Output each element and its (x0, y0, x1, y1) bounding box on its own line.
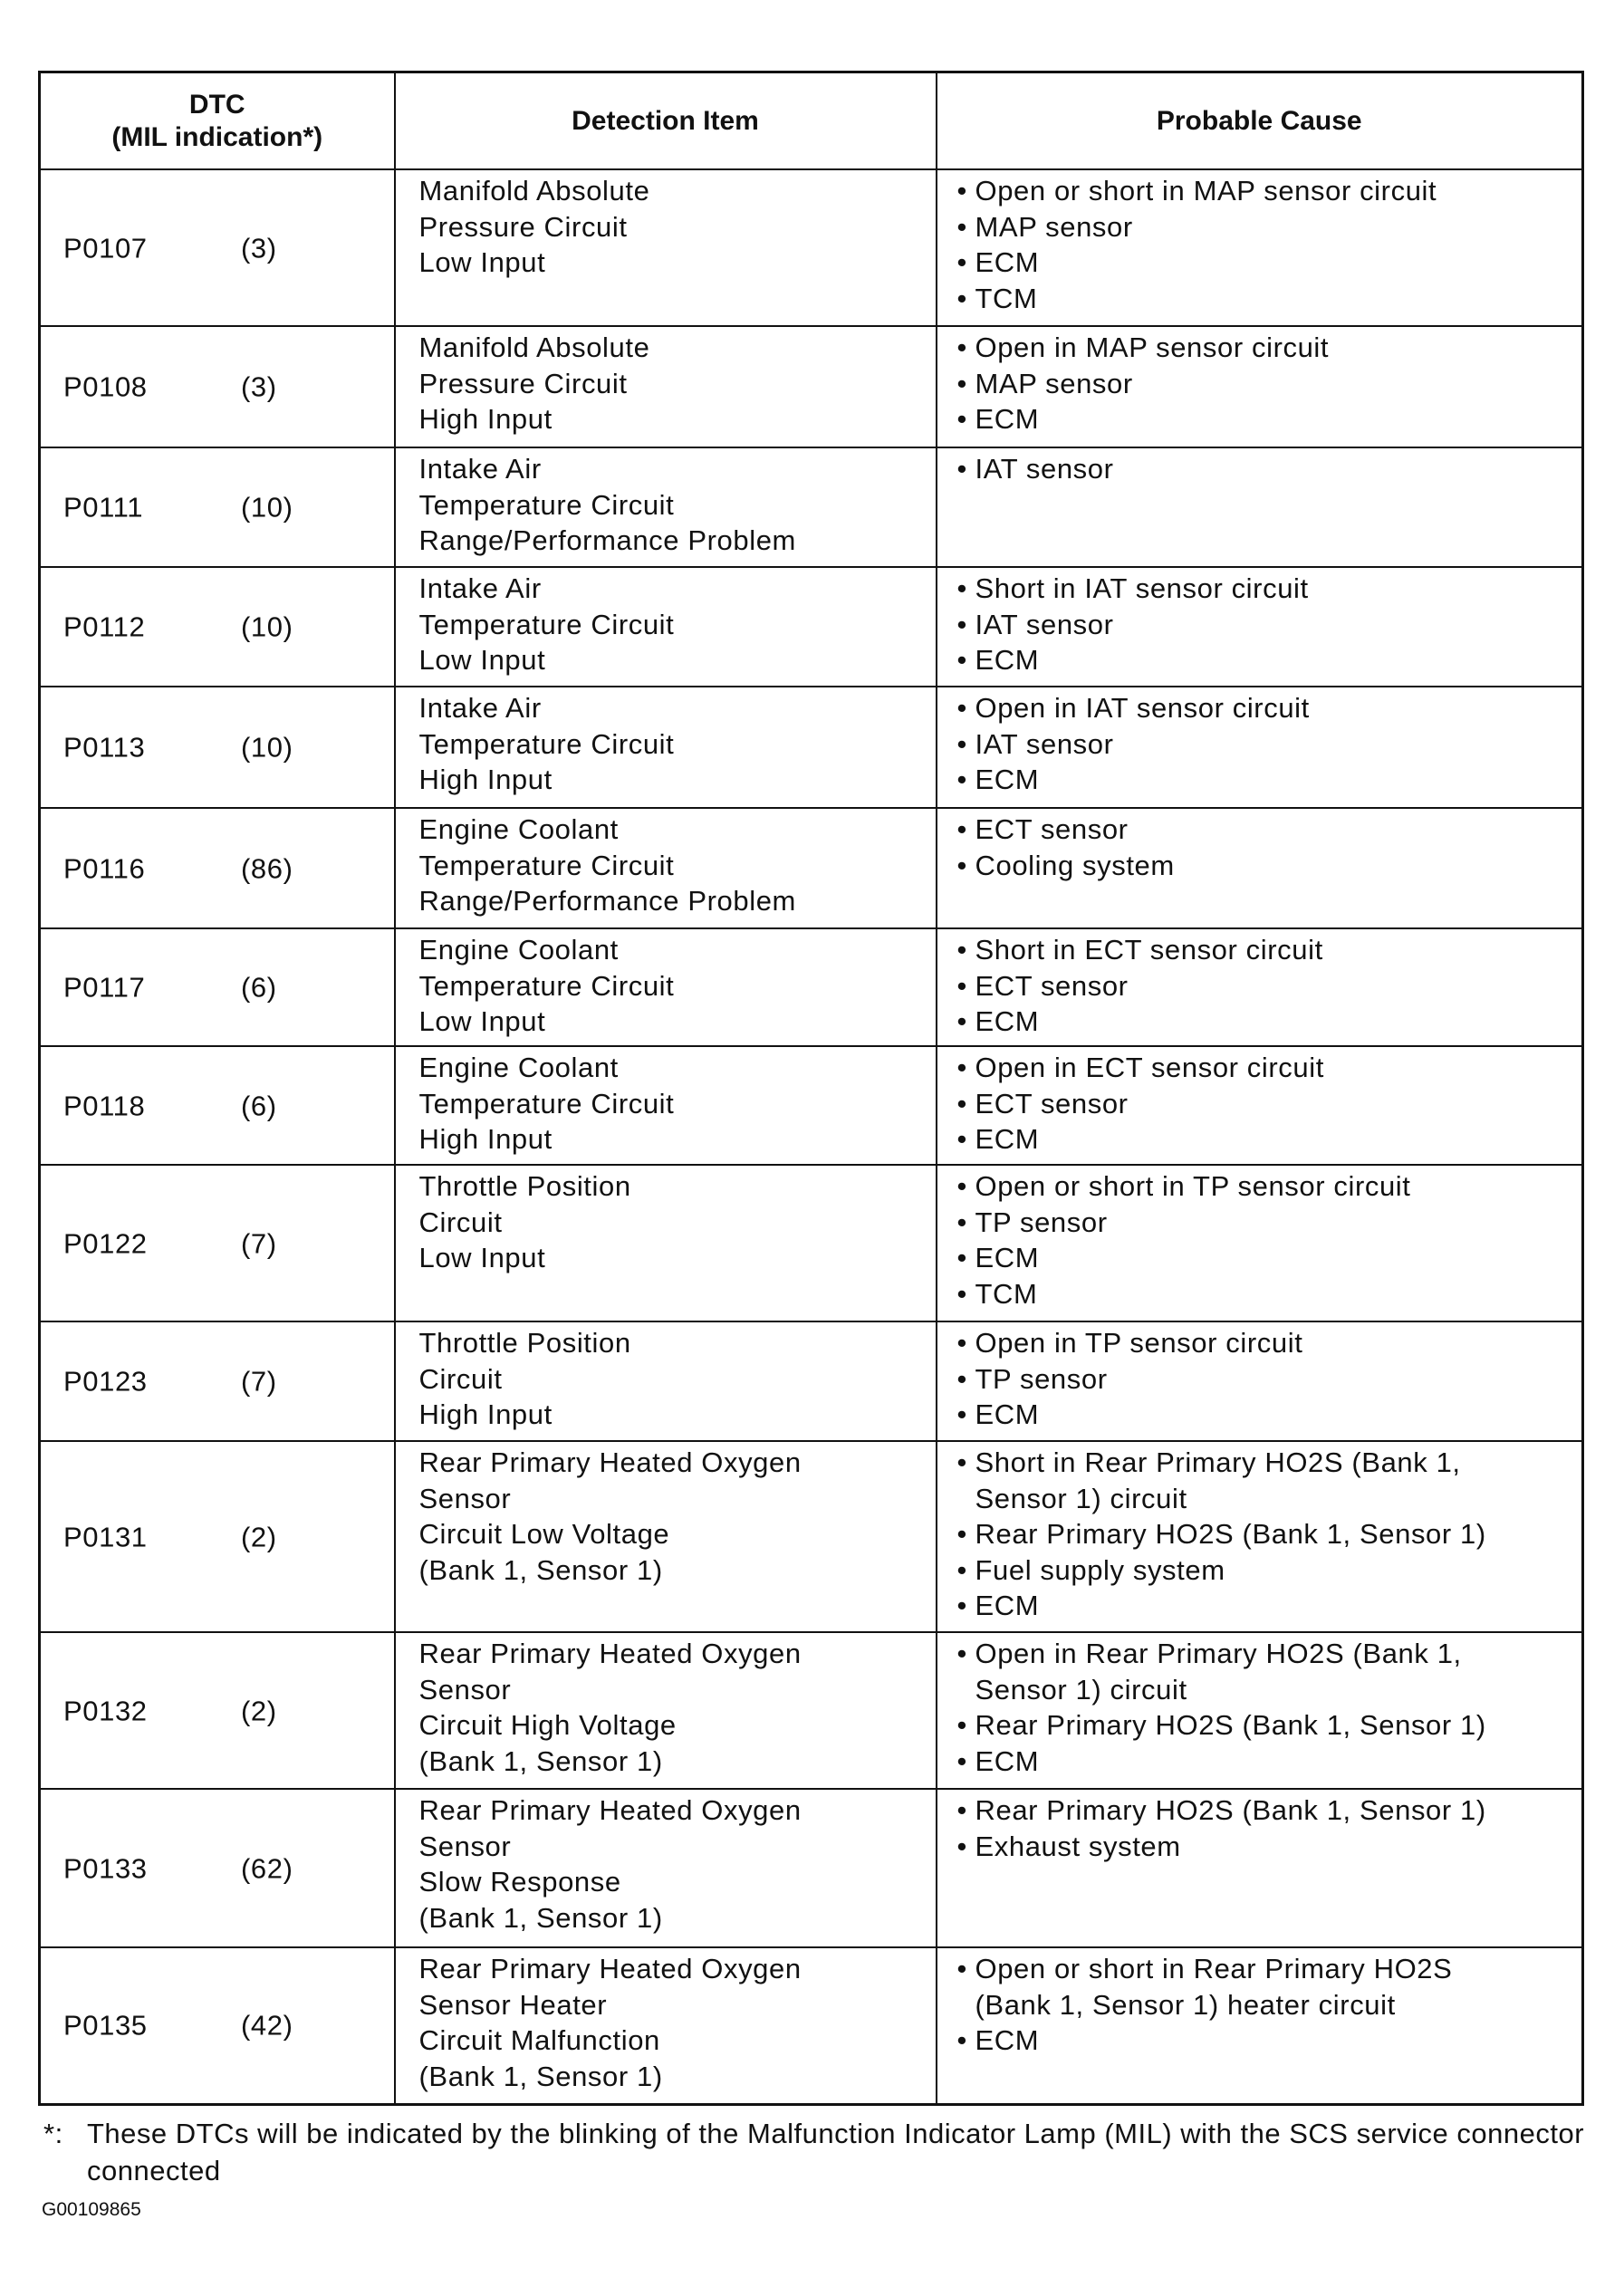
probable-cause-text: Open in Rear Primary HO2S (Bank 1, (975, 1638, 1462, 1669)
bullet-icon: • (956, 608, 967, 640)
probable-cause-item (956, 642, 1582, 678)
probable-cause-text: ECM (975, 403, 1040, 435)
detection-item-line: Circuit (418, 1206, 503, 1238)
dtc-code: P0122 (63, 1226, 148, 1259)
detection-item-line: Temperature Circuit (418, 1087, 675, 1119)
probable-cause-item (956, 1050, 1582, 1086)
detection-item-line: Temperature Circuit (418, 608, 675, 640)
dtc-cell (40, 447, 395, 567)
probable-cause-text: ECT sensor (975, 1087, 1129, 1119)
probable-cause-item (956, 1086, 1582, 1122)
probable-cause-text: (Bank 1, Sensor 1) heater circuit (975, 1988, 1396, 2021)
probable-cause-cell (937, 169, 1583, 326)
detection-item-line: (Bank 1, Sensor 1) (418, 1744, 663, 1777)
mil-indication: (62) (241, 1851, 293, 1884)
bullet-icon: • (956, 210, 967, 243)
probable-cause-item (956, 366, 1582, 402)
detection-item-cell (395, 808, 937, 928)
probable-cause-item (956, 1829, 1582, 1865)
detection-item-line: (Bank 1, Sensor 1) (418, 1553, 663, 1586)
probable-cause-item (956, 1121, 1582, 1158)
dtc-code: P0113 (63, 731, 146, 764)
probable-cause-text: Sensor 1) circuit (975, 1482, 1187, 1514)
footnote (43, 2115, 1601, 2189)
detection-item-line: Circuit (418, 1362, 503, 1395)
probable-cause-text: Fuel supply system (975, 1553, 1225, 1586)
detection-item-cell (395, 447, 937, 567)
detection-item-cell (395, 1046, 937, 1165)
dtc-cell (40, 1789, 395, 1947)
bullet-icon: • (956, 1087, 967, 1119)
bullet-icon: • (956, 813, 967, 845)
probable-cause-cell (937, 447, 1583, 567)
detection-item-cell (395, 567, 937, 687)
probable-cause-cell (937, 687, 1583, 808)
mil-indication: (10) (241, 491, 293, 524)
bullet-icon: • (956, 849, 967, 881)
dtc-cell (40, 928, 395, 1046)
probable-cause-cell (937, 928, 1583, 1046)
mil-indication: (6) (241, 1089, 277, 1121)
dtc-code: P0108 (63, 370, 148, 403)
detection-item-line: Rear Primary Heated Oxygen (418, 1446, 802, 1478)
dtc-cell (40, 326, 395, 447)
probable-cause-cell (937, 1321, 1583, 1441)
bullet-icon: • (956, 572, 967, 604)
detection-item-line: Manifold Absolute (418, 175, 650, 207)
mil-indication: (2) (241, 1694, 277, 1726)
probable-cause-cell (937, 1165, 1583, 1321)
probable-cause-item (956, 932, 1582, 968)
probable-cause-cell (937, 1046, 1583, 1165)
probable-cause-item (956, 1276, 1582, 1312)
bullet-icon: • (956, 1123, 967, 1155)
bullet-icon: • (956, 332, 967, 363)
dtc-code: P0133 (63, 1851, 148, 1884)
detection-item-line: Manifold Absolute (418, 332, 650, 363)
detection-item-line: Temperature Circuit (418, 727, 675, 760)
probable-cause-text: TP sensor (975, 1206, 1108, 1238)
mil-indication: (10) (241, 610, 293, 643)
dtc-code: P0132 (63, 1694, 148, 1726)
bullet-icon: • (956, 1794, 967, 1826)
probable-cause-text: Open in ECT sensor circuit (975, 1052, 1324, 1083)
probable-cause-cell (937, 326, 1583, 447)
probable-cause-item (956, 451, 1582, 487)
detection-item-cell (395, 1165, 937, 1321)
dtc-cell (40, 808, 395, 928)
probable-cause-item (956, 571, 1582, 607)
probable-cause-item (956, 2023, 1582, 2059)
dtc-code: P0117 (63, 971, 146, 1004)
probable-cause-text: MAP sensor (975, 210, 1133, 243)
probable-cause-text: IAT sensor (975, 608, 1114, 640)
detection-item-line: Throttle Position (418, 1327, 631, 1359)
mil-indication: (10) (241, 731, 293, 764)
probable-cause-item (956, 762, 1582, 798)
dtc-cell (40, 1046, 395, 1165)
detection-item-cell (395, 1632, 937, 1789)
detection-item-line: High Input (418, 1123, 553, 1155)
dtc-cell (40, 1165, 395, 1321)
probable-cause-text: ECM (975, 2024, 1040, 2056)
probable-cause-item (956, 1004, 1582, 1040)
probable-cause-item (956, 1516, 1582, 1552)
bullet-icon: • (956, 1170, 967, 1202)
mil-indication: (7) (241, 1226, 277, 1259)
bullet-icon: • (956, 1327, 967, 1359)
bullet-icon: • (956, 934, 967, 966)
mil-indication: (7) (241, 1365, 277, 1398)
footnote-text: These DTCs will be indicated by the blinking of the Malfunction Indicator Lamp (MIL) with the SCS service connector connected (87, 2118, 1585, 2186)
mil-indication: (3) (241, 231, 277, 264)
header-dtc-subtitle: (MIL indication*) (111, 121, 323, 152)
probable-cause-item (956, 1240, 1582, 1276)
probable-cause-text: Open or short in Rear Primary HO2S (975, 1953, 1453, 1984)
table-row (40, 1046, 1583, 1165)
header-dtc-title: DTC (188, 89, 245, 120)
probable-cause-text: ECM (975, 1398, 1040, 1430)
probable-cause-text: ECT sensor (975, 969, 1129, 1002)
bullet-icon: • (956, 727, 967, 760)
probable-cause-text: Open or short in TP sensor circuit (975, 1170, 1411, 1202)
probable-cause-item (956, 1951, 1582, 2023)
bullet-icon: • (956, 1638, 967, 1669)
probable-cause-text: ECM (975, 764, 1040, 795)
detection-item-line: (Bank 1, Sensor 1) (418, 1901, 663, 1934)
detection-item-line: Rear Primary Heated Oxygen (418, 1953, 802, 1984)
detection-item-cell (395, 928, 937, 1046)
detection-item-cell (395, 1321, 937, 1441)
detection-item-line: Pressure Circuit (418, 367, 628, 399)
probable-cause-item (956, 968, 1582, 1004)
header-dtc (40, 72, 395, 170)
dtc-cell (40, 687, 395, 808)
detection-item-cell (395, 687, 937, 808)
probable-cause-text: ECM (975, 644, 1040, 676)
detection-item-cell (395, 169, 937, 326)
table-header-row (40, 72, 1583, 170)
probable-cause-text: TP sensor (975, 1362, 1108, 1395)
detection-item-line: Low Input (418, 1005, 546, 1037)
probable-cause-text: Rear Primary HO2S (Bank 1, Sensor 1) (975, 1518, 1486, 1550)
detection-item-line: Temperature Circuit (418, 969, 675, 1002)
dtc-code: P0107 (63, 231, 148, 264)
dtc-cell (40, 169, 395, 326)
bullet-icon: • (956, 246, 967, 278)
detection-item-line: Intake Air (418, 692, 542, 724)
probable-cause-item (956, 1168, 1582, 1205)
detection-item-line: Rear Primary Heated Oxygen (418, 1794, 802, 1826)
mil-indication: (42) (241, 2009, 293, 2042)
probable-cause-text: Sensor 1) circuit (975, 1673, 1187, 1706)
mil-indication: (2) (241, 1520, 277, 1552)
table-row (40, 447, 1583, 567)
table-body (40, 169, 1583, 2104)
bullet-icon: • (956, 403, 967, 435)
dtc-code: P0135 (63, 2009, 148, 2042)
dtc-code: P0131 (63, 1520, 148, 1552)
bullet-icon: • (956, 1277, 967, 1310)
probable-cause-text: Short in Rear Primary HO2S (Bank 1, (975, 1446, 1461, 1478)
dtc-table (38, 71, 1584, 2106)
probable-cause-text: Short in ECT sensor circuit (975, 934, 1323, 966)
probable-cause-item (956, 330, 1582, 366)
table-row (40, 326, 1583, 447)
probable-cause-item (956, 1205, 1582, 1241)
probable-cause-text: ECM (975, 1123, 1040, 1155)
detection-item-line: Engine Coolant (418, 813, 619, 845)
probable-cause-text: Open in TP sensor circuit (975, 1327, 1303, 1359)
detection-item-line: Engine Coolant (418, 934, 619, 966)
dtc-cell (40, 1321, 395, 1441)
mil-indication: (86) (241, 851, 293, 884)
probable-cause-item (956, 1325, 1582, 1361)
bullet-icon: • (956, 1590, 967, 1621)
figure-code: G00109865 (42, 2199, 141, 2220)
detection-item-cell (395, 1947, 937, 2104)
table-row (40, 808, 1583, 928)
detection-item-line: Range/Performance Problem (418, 524, 796, 556)
probable-cause-text: ECT sensor (975, 813, 1129, 845)
probable-cause-item (956, 1397, 1582, 1433)
probable-cause-text: TCM (975, 282, 1038, 314)
dtc-cell (40, 567, 395, 687)
detection-item-line: Low Input (418, 644, 546, 676)
probable-cause-item (956, 1707, 1582, 1744)
table-row (40, 928, 1583, 1046)
probable-cause-item (956, 1588, 1582, 1624)
bullet-icon: • (956, 282, 967, 314)
bullet-icon: • (956, 1518, 967, 1550)
bullet-icon: • (956, 1744, 967, 1777)
detection-item-line: Circuit Low Voltage (418, 1518, 670, 1550)
bullet-icon: • (956, 764, 967, 795)
table-row (40, 169, 1583, 326)
probable-cause-item (956, 1744, 1582, 1780)
mil-indication: (6) (241, 971, 277, 1004)
bullet-icon: • (956, 1709, 967, 1741)
bullet-icon: • (956, 453, 967, 485)
probable-cause-item (956, 1361, 1582, 1398)
detection-item-line: Sensor (418, 1673, 512, 1706)
probable-cause-item (956, 848, 1582, 884)
probable-cause-cell (937, 567, 1583, 687)
probable-cause-text: ECM (975, 1744, 1040, 1777)
probable-cause-item (956, 726, 1582, 763)
bullet-icon: • (956, 1446, 967, 1478)
bullet-icon: • (956, 367, 967, 399)
probable-cause-item (956, 1792, 1582, 1829)
bullet-icon: • (956, 175, 967, 207)
detection-item-line: Range/Performance Problem (418, 885, 796, 917)
detection-item-line: Low Input (418, 246, 546, 278)
probable-cause-text: Open or short in MAP sensor circuit (975, 175, 1437, 207)
bullet-icon: • (956, 1005, 967, 1037)
bullet-icon: • (956, 2024, 967, 2056)
dtc-cell (40, 1441, 395, 1632)
probable-cause-text: IAT sensor (975, 727, 1114, 760)
detection-item-line: Temperature Circuit (418, 849, 675, 881)
detection-item-line: Circuit High Voltage (418, 1709, 677, 1741)
probable-cause-cell (937, 1441, 1583, 1632)
detection-item-line: (Bank 1, Sensor 1) (418, 2060, 663, 2092)
detection-item-line: Sensor Heater (418, 1988, 608, 2021)
table-row (40, 1789, 1583, 1947)
mil-indication: (3) (241, 370, 277, 403)
detection-item-line: Sensor (418, 1482, 512, 1514)
table-row (40, 1441, 1583, 1632)
bullet-icon: • (956, 1206, 967, 1238)
probable-cause-text: IAT sensor (975, 453, 1114, 485)
header-probable-cause: Probable Cause (937, 72, 1583, 170)
detection-item-line: High Input (418, 1398, 553, 1430)
probable-cause-cell (937, 1632, 1583, 1789)
probable-cause-item (956, 690, 1582, 726)
detection-item-cell (395, 326, 937, 447)
detection-item-cell (395, 1789, 937, 1947)
probable-cause-item (956, 401, 1582, 437)
detection-item-line: Pressure Circuit (418, 210, 628, 243)
detection-item-line: Throttle Position (418, 1170, 631, 1202)
bullet-icon: • (956, 1830, 967, 1862)
detection-item-line: Low Input (418, 1242, 546, 1273)
detection-item-line: Intake Air (418, 572, 542, 604)
bullet-icon: • (956, 1052, 967, 1083)
probable-cause-text: Rear Primary HO2S (Bank 1, Sensor 1) (975, 1794, 1486, 1826)
detection-item-line: High Input (418, 764, 553, 795)
probable-cause-item (956, 1636, 1582, 1707)
detection-item-cell (395, 1441, 937, 1632)
detection-item-line: Temperature Circuit (418, 488, 675, 521)
bullet-icon: • (956, 1242, 967, 1273)
dtc-code: P0118 (63, 1089, 146, 1121)
probable-cause-text: Cooling system (975, 849, 1175, 881)
bullet-icon: • (956, 969, 967, 1002)
detection-item-line: Rear Primary Heated Oxygen (418, 1638, 802, 1669)
header-detection-item: Detection Item (395, 72, 937, 170)
dtc-cell (40, 1947, 395, 2104)
probable-cause-item (956, 607, 1582, 643)
probable-cause-text: TCM (975, 1277, 1038, 1310)
probable-cause-text: Short in IAT sensor circuit (975, 572, 1309, 604)
probable-cause-item (956, 173, 1582, 209)
bullet-icon: • (956, 1953, 967, 1984)
probable-cause-text: ECM (975, 1590, 1040, 1621)
table-row (40, 1321, 1583, 1441)
probable-cause-text: ECM (975, 1005, 1040, 1037)
probable-cause-item (956, 281, 1582, 317)
probable-cause-text: Rear Primary HO2S (Bank 1, Sensor 1) (975, 1709, 1486, 1741)
probable-cause-text: Exhaust system (975, 1830, 1181, 1862)
table-row (40, 1947, 1583, 2104)
probable-cause-cell (937, 1947, 1583, 2104)
probable-cause-text: Open in IAT sensor circuit (975, 692, 1310, 724)
table-row (40, 1632, 1583, 1789)
probable-cause-item (956, 1445, 1582, 1516)
detection-item-line: Circuit Malfunction (418, 2024, 660, 2056)
bullet-icon: • (956, 1362, 967, 1395)
probable-cause-text: Open in MAP sensor circuit (975, 332, 1330, 363)
detection-item-line: Intake Air (418, 453, 542, 485)
bullet-icon: • (956, 1398, 967, 1430)
bullet-icon: • (956, 692, 967, 724)
detection-item-line: Sensor (418, 1830, 512, 1862)
probable-cause-item (956, 812, 1582, 848)
detection-item-line: High Input (418, 403, 553, 435)
dtc-cell (40, 1632, 395, 1789)
dtc-code: P0112 (63, 610, 146, 643)
probable-cause-item (956, 1552, 1582, 1589)
bullet-icon: • (956, 644, 967, 676)
probable-cause-cell (937, 1789, 1583, 1947)
probable-cause-item (956, 245, 1582, 281)
dtc-code: P0111 (63, 491, 144, 524)
probable-cause-text: ECM (975, 246, 1040, 278)
probable-cause-text: ECM (975, 1242, 1040, 1273)
probable-cause-text: MAP sensor (975, 367, 1133, 399)
dtc-code: P0123 (63, 1365, 148, 1398)
table-row (40, 687, 1583, 808)
bullet-icon: • (956, 1553, 967, 1586)
detection-item-line: Engine Coolant (418, 1052, 619, 1083)
dtc-code: P0116 (63, 851, 146, 884)
footnote-marker: *: (43, 2118, 63, 2149)
detection-item-line: Slow Response (418, 1866, 621, 1898)
table-row (40, 1165, 1583, 1321)
probable-cause-item (956, 209, 1582, 245)
table-row (40, 567, 1583, 687)
probable-cause-cell (937, 808, 1583, 928)
